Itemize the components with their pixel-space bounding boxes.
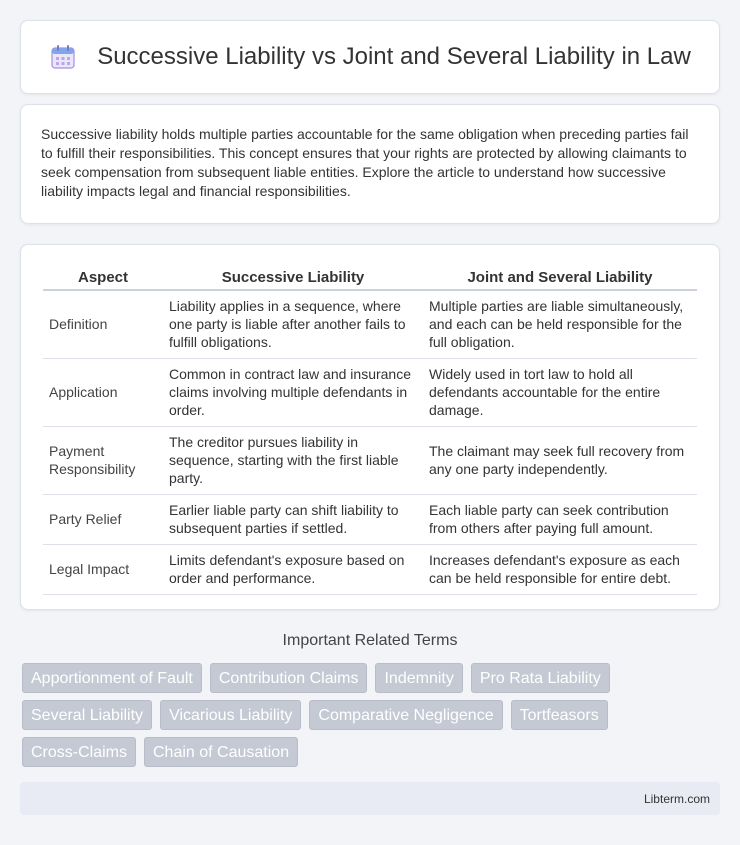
term-tag[interactable]: Cross-Claims [22,737,136,767]
table-cell: Definition [43,291,163,359]
column-header: Aspect [43,265,163,291]
table-cell: Payment Responsibility [43,427,163,495]
table-cell: Limits defendant's exposure based on order and performance. [163,545,423,595]
column-header: Joint and Several Liability [423,265,697,291]
table-row [43,495,697,545]
table-cell: Widely used in tort law to hold all defendants accountable for the entire damage. [423,359,697,427]
table-row [43,427,697,495]
related-terms-list [22,663,722,767]
comparison-card [20,244,720,610]
table-cell: Multiple parties are liable simultaneously, and each can be held responsible for the full obligation. [423,291,697,359]
table-row [43,291,697,359]
term-tag[interactable]: Several Liability [22,700,152,730]
term-tag[interactable]: Contribution Claims [210,663,368,693]
column-header: Successive Liability [163,265,423,291]
footer-link[interactable]: Libterm.com [643,791,710,806]
header-card [20,20,720,94]
table-cell: Party Relief [43,495,163,545]
table-row [43,359,697,427]
term-tag[interactable]: Pro Rata Liability [471,663,610,693]
table-cell: Each liable party can seek contribution from others after paying full amount. [423,495,697,545]
related-terms-title: Important Related Terms [282,632,458,649]
table-cell: Increases defendant's exposure as each can be held responsible for entire debt. [423,545,697,595]
table-header-row [43,265,697,291]
table-cell: The creditor pursues liability in sequence, starting with the first liable party. [163,427,423,495]
term-tag[interactable]: Vicarious Liability [160,700,301,730]
table-cell: Common in contract law and insurance claims involving multiple defendants in order. [163,359,423,427]
table-cell: Liability applies in a sequence, where one party is liable after another fails to fulfill obligations. [163,291,423,359]
table-cell: The claimant may seek full recovery from any one party independently. [423,427,697,495]
term-tag[interactable]: Indemnity [375,663,462,693]
table-cell: Legal Impact [43,545,163,595]
table-row [43,545,697,595]
table-cell: Earlier liable party can shift liability to subsequent parties if settled. [163,495,423,545]
term-tag[interactable]: Tortfeasors [511,700,608,730]
intro-text: Successive liability holds multiple parties accountable for the same obligation when preceding parties fail to fulfill their responsibilities. This concept ensures that your rights are protected by allowing claimants to seek compensation from subsequent liable entities. Explore the article to understand how successive liability impacts legal and financial responsibilities. [41,126,689,199]
comparison-table [43,265,697,595]
footer [20,782,720,815]
calendar-icon [49,43,77,71]
intro-card [20,104,720,224]
page-title: Successive Liability vs Joint and Several Liability in Law [97,43,691,70]
term-tag[interactable]: Comparative Negligence [309,700,502,730]
term-tag[interactable]: Apportionment of Fault [22,663,202,693]
table-cell: Application [43,359,163,427]
term-tag[interactable]: Chain of Causation [144,737,298,767]
